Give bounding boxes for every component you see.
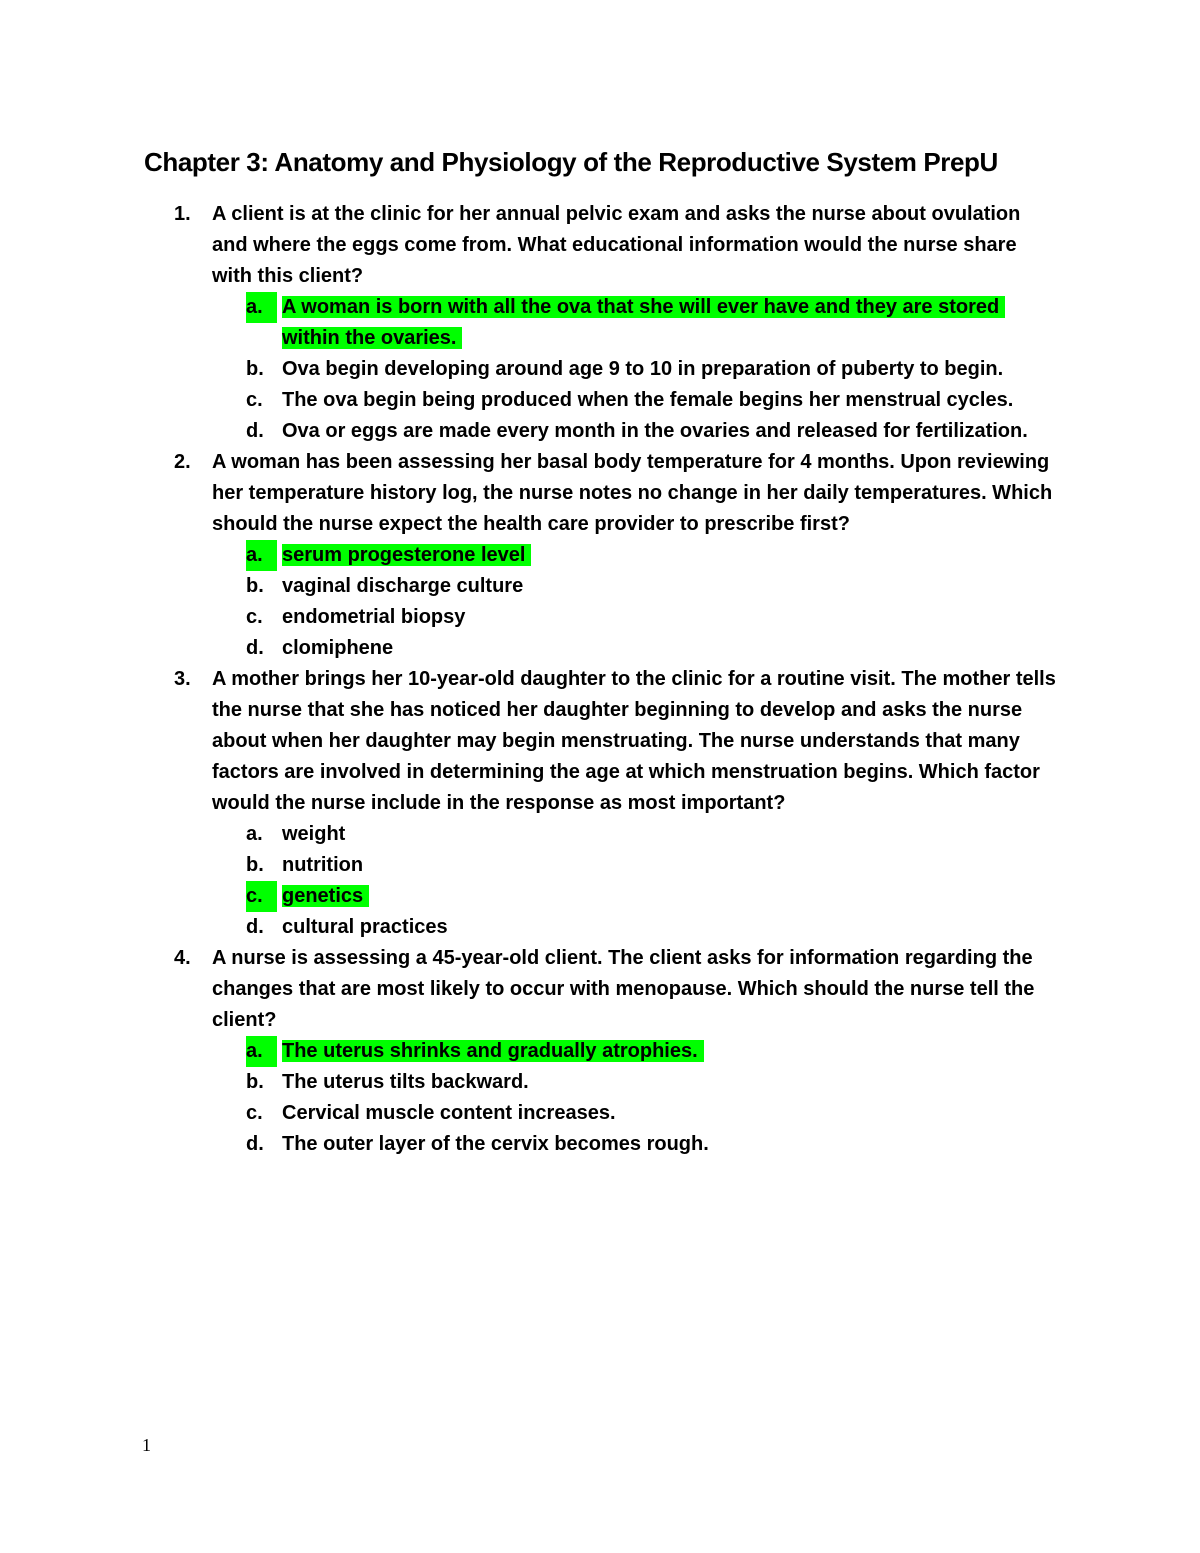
option-text: Cervical muscle content increases.: [282, 1102, 616, 1124]
answer-options: [212, 292, 1060, 447]
answer-option-highlighted: [212, 881, 1062, 912]
option-text: The outer layer of the cervix becomes rough.: [282, 1133, 709, 1155]
option-letter: a.: [246, 540, 277, 571]
answer-option: [212, 385, 1062, 416]
option-letter: d.: [246, 420, 264, 442]
answer-options: [212, 1036, 1060, 1160]
option-letter: d.: [246, 916, 264, 938]
answer-option: [212, 1098, 1062, 1129]
option-text: endometrial biopsy: [282, 606, 466, 628]
answer-option: [212, 602, 1062, 633]
option-text: genetics: [282, 885, 369, 907]
option-letter: c.: [246, 606, 263, 628]
question-stem: A client is at the clinic for her annual pelvic exam and asks the nurse about ovulation and where the eggs come from. What educational information would the nurse share with this client?: [212, 203, 1021, 287]
option-text: The uterus tilts backward.: [282, 1071, 529, 1093]
option-letter: c.: [246, 389, 263, 411]
answer-option-highlighted: [212, 292, 1062, 354]
option-text: nutrition: [282, 854, 364, 876]
answer-option: [212, 850, 1062, 881]
option-letter: c.: [246, 881, 277, 912]
option-letter: d.: [246, 1133, 264, 1155]
option-text: serum progesterone level: [282, 544, 531, 566]
option-text: Ova or eggs are made every month in the ovaries and released for fertilization.: [282, 420, 1028, 442]
option-letter: b.: [246, 1071, 264, 1093]
option-text: The uterus shrinks and gradually atrophies.: [282, 1040, 704, 1062]
option-text: A woman is born with all the ova that she will ever have and they are stored within the ovaries.: [282, 296, 1005, 349]
answer-option: [212, 416, 1062, 447]
question-item: [0, 664, 1060, 943]
option-text: vaginal discharge culture: [282, 575, 524, 597]
option-text: The ova begin being produced when the female begins her menstrual cycles.: [282, 389, 1014, 411]
question-item: [0, 447, 1060, 664]
question-stem: A mother brings her 10-year-old daughter to the clinic for a routine visit. The mother tells the nurse that she has noticed her daughter beginning to develop and asks the nurse about when her daughter may begin menstruating. The nurse understands that many factors are involved in determining the age at which menstruation begins. Which factor would the nurse include in the response as most important?: [212, 668, 1056, 814]
question-stem: A woman has been assessing her basal body temperature for 4 months. Upon reviewing her temperature history log, the nurse notes no change in her daily temperatures. Which should the nurse expect the health care provider to prescribe first?: [212, 451, 1053, 535]
question-number: 4.: [174, 947, 191, 969]
answer-option-highlighted: [212, 540, 1062, 571]
option-letter: b.: [246, 358, 264, 380]
answer-option: [212, 819, 1062, 850]
option-text: clomiphene: [282, 637, 394, 659]
answer-option: [212, 912, 1062, 943]
option-letter: d.: [246, 637, 264, 659]
option-letter: a.: [246, 823, 263, 845]
option-letter: b.: [246, 575, 264, 597]
question-item: [0, 199, 1060, 447]
page-number: 1: [142, 1435, 151, 1455]
option-letter: c.: [246, 1102, 263, 1124]
answer-option: [212, 354, 1062, 385]
question-number: 1.: [174, 203, 191, 225]
answer-option: [212, 1067, 1062, 1098]
option-text: Ova begin developing around age 9 to 10 in preparation of puberty to begin.: [282, 358, 1004, 380]
answer-option: [212, 1129, 1062, 1160]
question-number: 2.: [174, 451, 191, 473]
answer-options: [212, 540, 1060, 664]
answer-options: [212, 819, 1060, 943]
question-list: [0, 199, 1200, 1160]
answer-option: [212, 633, 1062, 664]
option-letter: a.: [246, 1036, 277, 1067]
question-item: [0, 943, 1060, 1160]
page-title: Chapter 3: Anatomy and Physiology of the Reproductive System PrepU: [144, 147, 998, 177]
option-text: cultural practices: [282, 916, 448, 938]
option-letter: b.: [246, 854, 264, 876]
option-text: weight: [282, 823, 346, 845]
question-number: 3.: [174, 668, 191, 690]
option-letter: a.: [246, 292, 277, 323]
question-stem: A nurse is assessing a 45-year-old client. The client asks for information regarding the changes that are most likely to occur with menopause. Which should the nurse tell the client?: [212, 947, 1035, 1031]
answer-option: [212, 571, 1062, 602]
answer-option-highlighted: [212, 1036, 1062, 1067]
